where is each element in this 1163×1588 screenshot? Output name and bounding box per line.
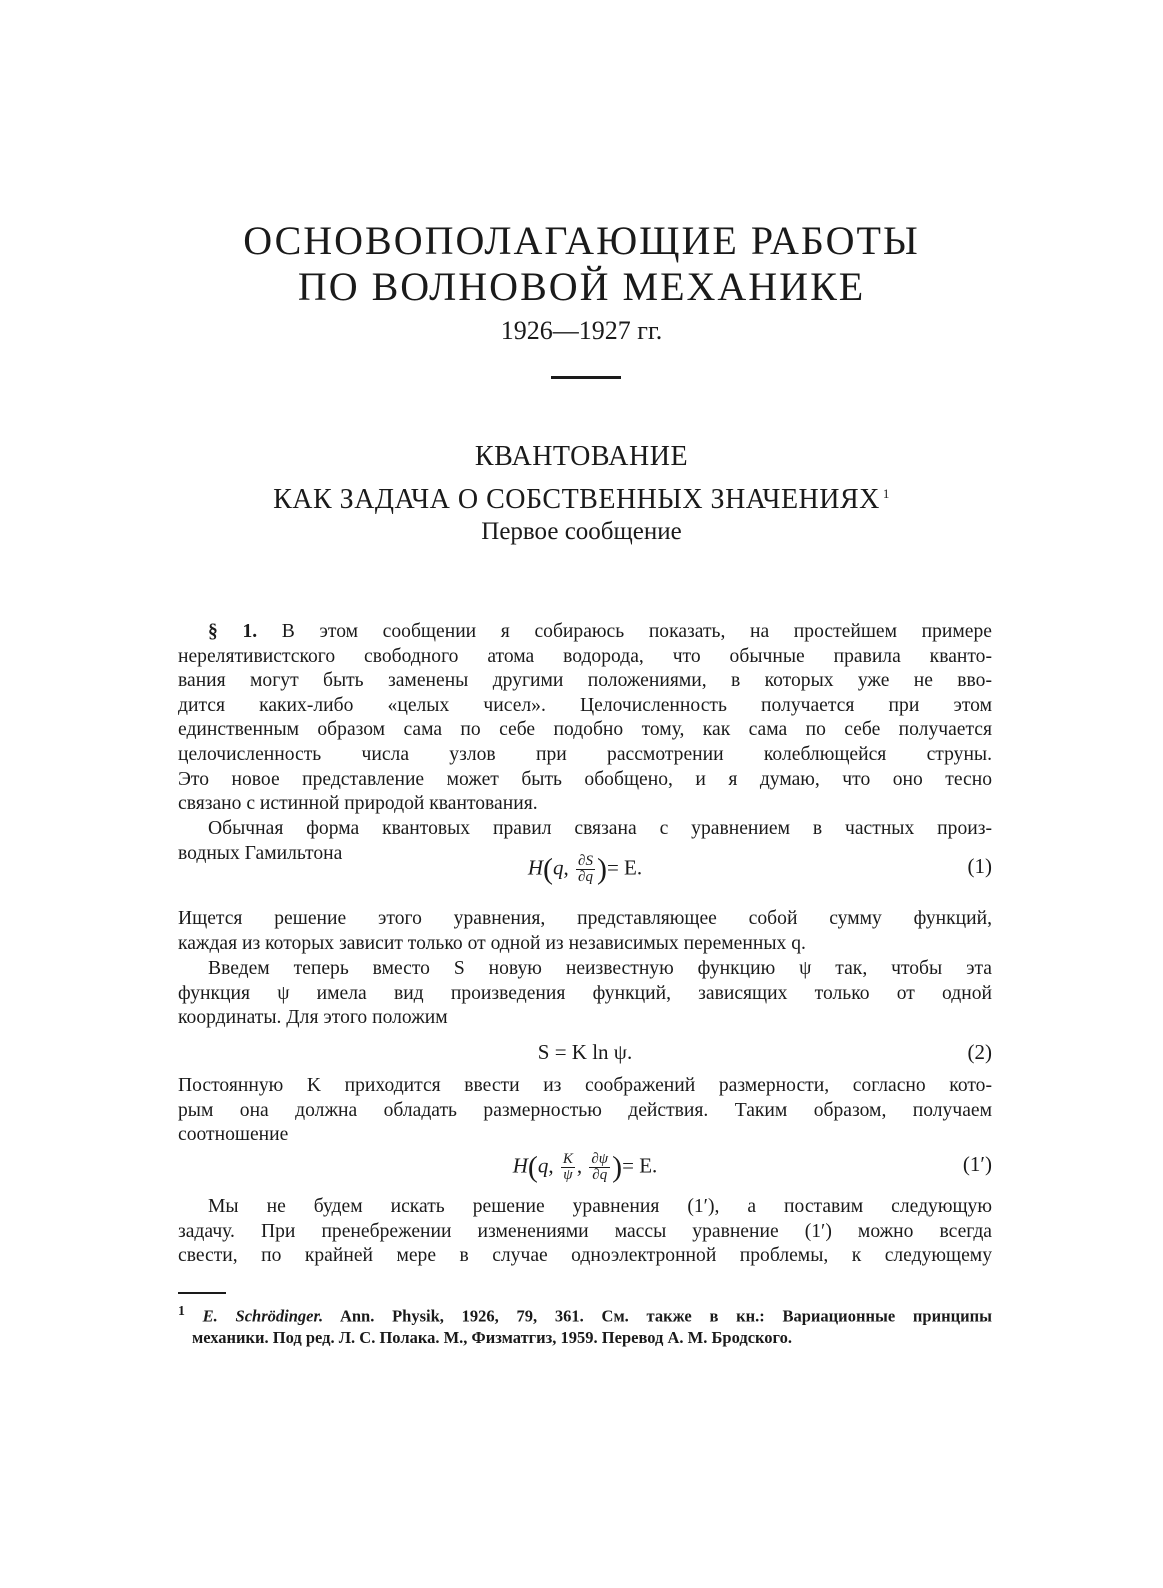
footnote-reference: 1 xyxy=(882,486,890,501)
numerator: ∂ψ xyxy=(591,1151,609,1167)
text-line: каждая из которых зависит только от одной из независимых переменных q. xyxy=(178,932,806,954)
collection-title-line-1: ОСНОВОПОЛАГАЮЩИЕ РАБОТЫ xyxy=(243,218,920,263)
footnote-mark: 1 xyxy=(178,1303,185,1318)
text-line: целочисленность числа узлов при рассмотрении колеблющейся струны. xyxy=(178,743,992,765)
text-line: нерелятивистского свободного атома водорода, что обычные правила кванто- xyxy=(178,645,992,667)
equation-3-formula xyxy=(178,1152,992,1183)
equation-2-formula: S = K ln ψ. xyxy=(537,1040,633,1064)
footnote-citation: Ann. Physik, 1926, 79, 361. См. также в кн.: Вариационные принципы xyxy=(339,1306,993,1326)
footnote-line-1 xyxy=(178,1300,992,1327)
paragraph-5 xyxy=(178,1074,992,1148)
text-line: Мы не будем искать решение уравнения (1′), а поставим следующую xyxy=(208,1196,992,1217)
text-line xyxy=(178,620,992,645)
article-title-line-1: КВАНТОВАНИЕ xyxy=(474,441,689,472)
equation-1-number: (1) xyxy=(967,854,992,878)
denominator: ∂q xyxy=(578,869,593,885)
text-line: Это новое представление может быть обобщено, и я думаю, что оно тесно xyxy=(178,768,992,790)
equation-rhs: = E. xyxy=(622,1153,658,1178)
text-line: единственным образом сама по себе подобно тому, как сама по себе получается xyxy=(178,719,992,741)
paragraph-1 xyxy=(178,620,992,817)
section-mark: § 1. xyxy=(208,621,258,642)
text-line: Обычная форма квантовых правил связана с уравнением в частных произ- xyxy=(208,818,992,839)
left-paren: ( xyxy=(527,1150,538,1184)
numerator: ∂S xyxy=(578,853,593,869)
symbol-H: H xyxy=(527,855,544,880)
symbol-q: q xyxy=(553,855,564,880)
collection-years: 1926—1927 гг. xyxy=(500,316,663,345)
footnote-line-2: механики. Под ред. Л. С. Полака. М., Физматгиз, 1959. Перевод А. М. Бродского. xyxy=(192,1327,793,1347)
paragraph-4 xyxy=(178,957,992,1031)
symbol-q: q xyxy=(537,1153,549,1178)
comma: , xyxy=(548,1153,554,1178)
equation-1-formula xyxy=(178,854,992,885)
text-line-content: В этом сообщении я собираюсь показать, на простейшем примере xyxy=(281,621,992,642)
equation-rhs: = E. xyxy=(606,855,643,880)
text-line: водных Гамильтона xyxy=(178,842,343,864)
right-paren: ) xyxy=(596,852,607,886)
footnote-divider xyxy=(178,1292,226,1294)
text-line: Ищется решение этого уравнения, представляющее собой сумму функций, xyxy=(178,908,992,929)
footnote xyxy=(178,1300,992,1348)
numerator: K xyxy=(562,1151,573,1167)
equation-1 xyxy=(178,842,992,892)
comma: , xyxy=(576,1153,583,1178)
fraction-K-psi xyxy=(561,1152,575,1183)
text-line: функция ψ имела вид произведения функций, зависящих только от одной xyxy=(178,982,992,1004)
right-paren: ) xyxy=(612,1150,623,1184)
left-paren: ( xyxy=(543,852,554,886)
equation-3-number: (1′) xyxy=(962,1152,992,1176)
article-title-line-2 xyxy=(0,477,1163,517)
denominator: ∂q xyxy=(592,1167,608,1183)
title-divider xyxy=(551,376,621,379)
equation-2-number: (2) xyxy=(967,1040,992,1064)
text-line: связано с истинной природой квантования. xyxy=(178,793,538,815)
text-line: свести, по крайней мере в случае одноэлектронной проблемы, к следующему xyxy=(178,1245,992,1267)
comma: , xyxy=(563,855,569,880)
text-line: рым она должна обладать размерностью действия. Таким образом, получаем xyxy=(178,1099,992,1121)
text-line: Введем теперь вместо S новую неизвестную функцию ψ так, чтобы эта xyxy=(208,958,992,979)
footnote-author: E. Schrödinger. xyxy=(202,1306,324,1326)
paragraph-3 xyxy=(178,907,992,956)
equation-3 xyxy=(178,1140,992,1190)
symbol-H: H xyxy=(512,1153,528,1178)
text-line: вания могут быть заменены другими положениями, в которых уже не вво- xyxy=(178,670,992,692)
equation-2 xyxy=(178,1028,992,1078)
fraction-dS-dq xyxy=(576,854,595,885)
article-subtitle: Первое сообщение xyxy=(481,518,682,545)
article-title-text: КАК ЗАДАЧА О СОБСТВЕННЫХ ЗНАЧЕНИЯХ xyxy=(273,484,880,515)
denominator: ψ xyxy=(563,1167,573,1183)
paragraph-6 xyxy=(178,1195,992,1269)
text-line: Постоянную K приходится ввести из соображений размерности, согласно кото- xyxy=(178,1075,992,1096)
text-line: координаты. Для этого положим xyxy=(178,1007,448,1029)
text-line: дится каких-либо «целых чисел». Целочисленность получается при этом xyxy=(178,694,992,716)
text-line: задачу. При пренебрежении изменениями массы уравнение (1′) можно всегда xyxy=(178,1220,992,1242)
text-line: соотношение xyxy=(178,1124,289,1146)
fraction-dpsi-dq xyxy=(589,1152,610,1183)
collection-title-line-2: ПО ВОЛНОВОЙ МЕХАНИКЕ xyxy=(297,264,866,309)
